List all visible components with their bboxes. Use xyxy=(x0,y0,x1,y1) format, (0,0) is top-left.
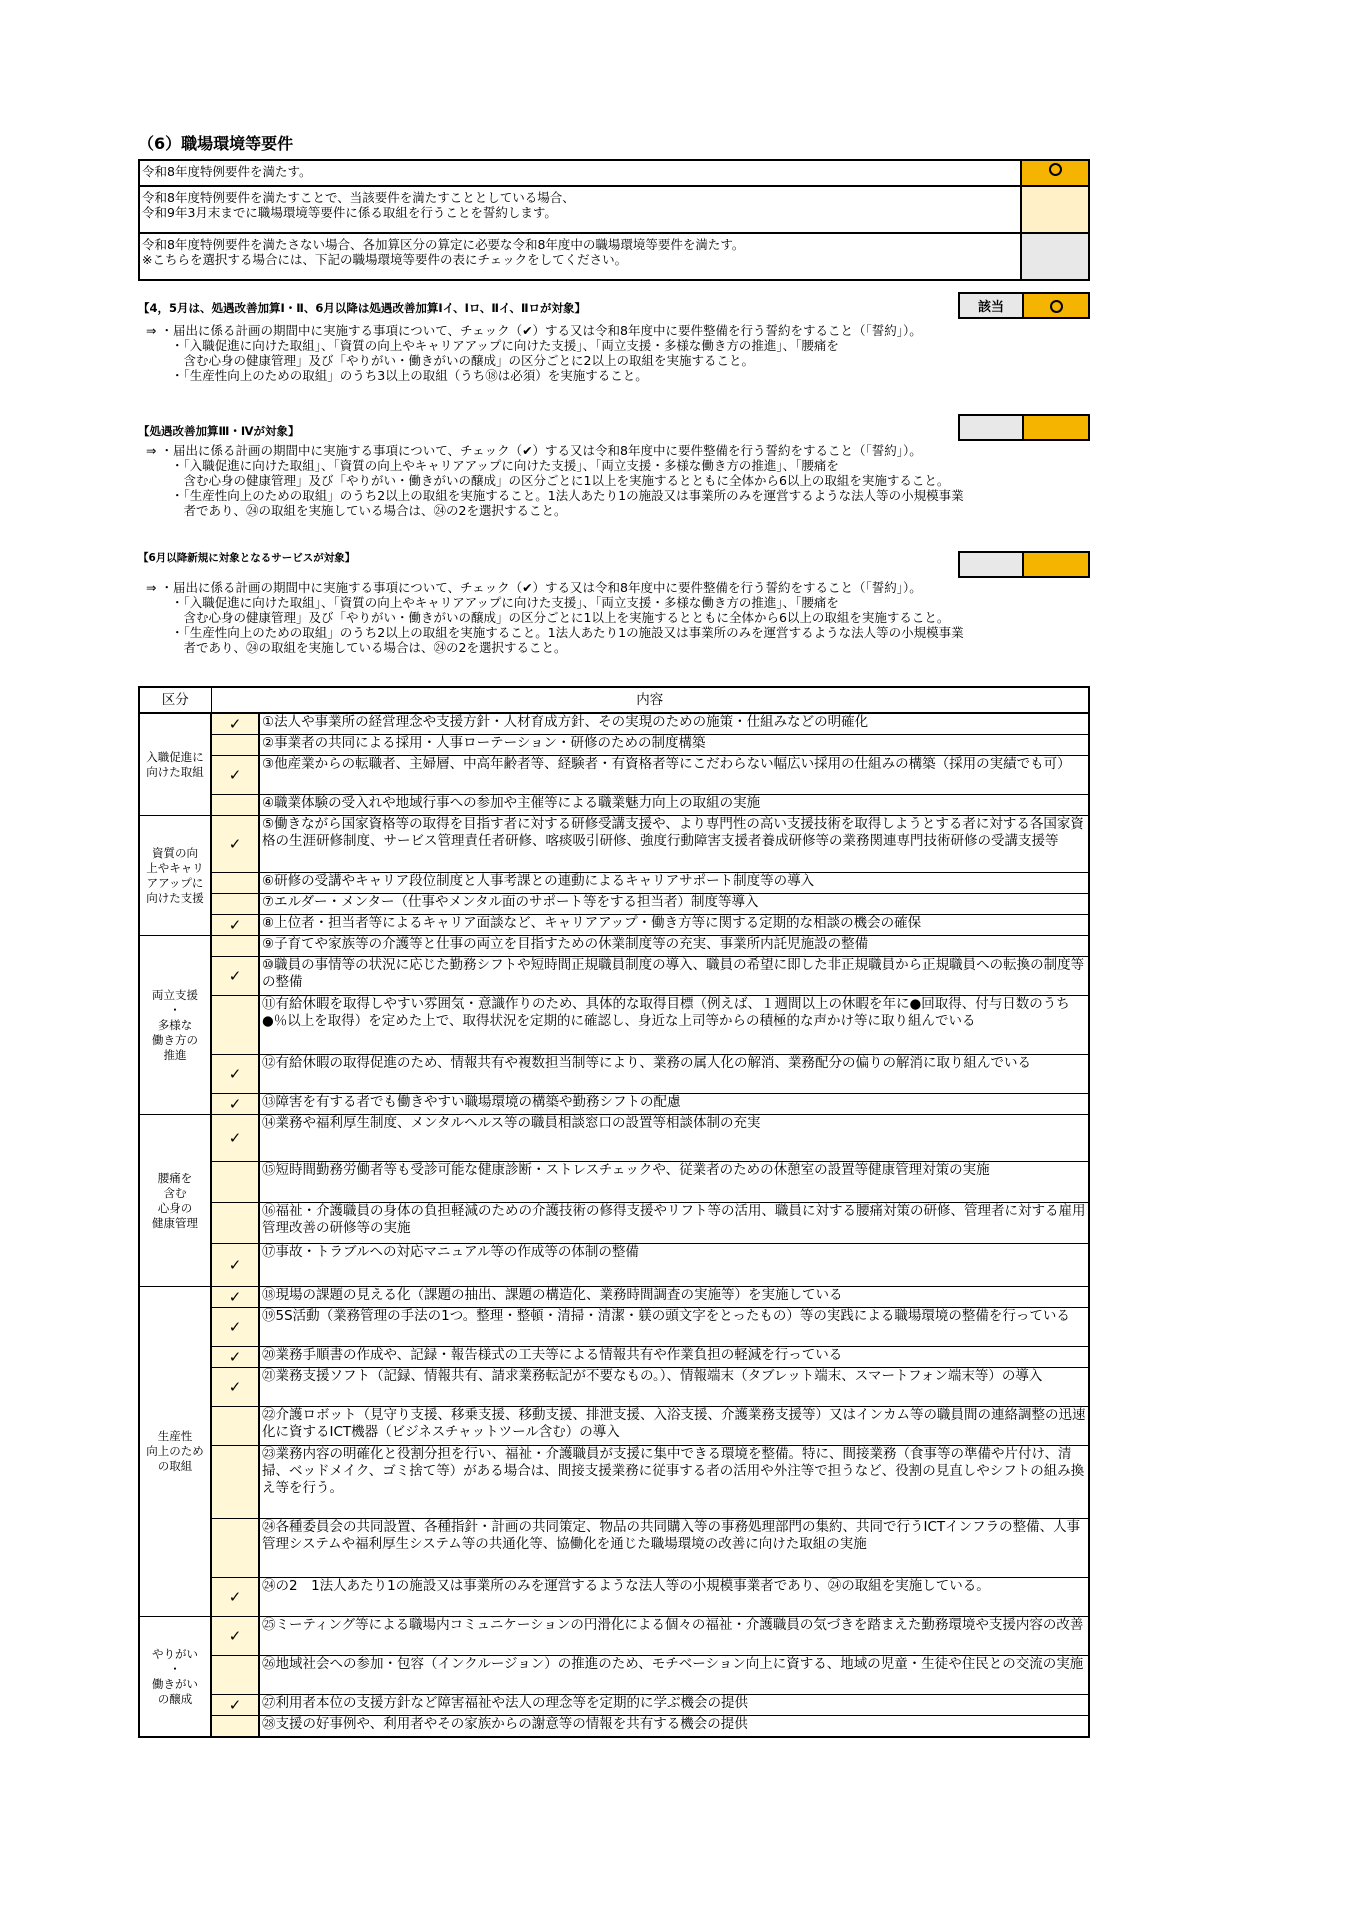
check-mark-icon: ✓ xyxy=(228,915,242,934)
condition-heading: 【4，5月は、処遇改善加算Ⅰ・Ⅱ、6月以降は処遇改善加算Ⅰイ、Ⅰロ、Ⅱイ、Ⅱロが対象】 xyxy=(138,301,587,315)
requirement-text: ㉕ミーティング等による職場内コミュニケーションの円滑化による個々の福祉・介護職員の気づきを踏まえた勤務環境や支援内容の改善 xyxy=(259,1617,1089,1656)
requirement-text: ⑩職員の事情等の状況に応じた勤務シフトや短時間正規職員制度の導入、職員の希望に即した非正規職員から正規職員への転換の制度等の整備 xyxy=(259,957,1089,996)
applicable-label xyxy=(960,416,1024,439)
applicable-label xyxy=(960,553,1024,576)
table-row xyxy=(139,873,1089,894)
table-row xyxy=(139,1115,1089,1162)
option-text: 令和8年度特例要件を満たすことで、当該要件を満たすこととしている場合、 令和9年3月末までに職場環境等要件に係る取組を行うことを誓約します。 xyxy=(142,190,575,220)
check-cell[interactable] xyxy=(211,894,259,915)
option-row-table xyxy=(138,232,1090,281)
requirement-text: ㉑業務支援ソフト（記録、情報共有、請求業務転記が不要なもの。）、情報端末（タブレット端末、スマートフォン端末等）の導入 xyxy=(259,1368,1089,1407)
requirement-text: ㉘支援の好事例や、利用者やその家族からの謝意等の情報を共有する機会の提供 xyxy=(259,1716,1089,1738)
requirement-text: ⑦エルダー・メンター（仕事やメンタル面のサポート等をする担当者）制度等導入 xyxy=(259,894,1089,915)
table-row xyxy=(139,735,1089,756)
option-row-pledge xyxy=(138,185,1090,234)
table-row xyxy=(139,894,1089,915)
option-select-cell[interactable] xyxy=(1020,234,1088,279)
applicable-selector xyxy=(958,551,1090,578)
applicable-selector xyxy=(958,414,1090,441)
category-cell: 入職促進に 向けた取組 xyxy=(139,713,211,816)
requirement-text: ⑪有給休暇を取得しやすい雰囲気・意識作りのため、具体的な取得目標（例えば、１週間以上の休暇を年に●回取得、付与日数のうち●％以上を取得）を定めた上で、取得状況を定期的に確認し、身近な上司等からの積極的な声かけ等に取り組んでいる xyxy=(259,996,1089,1055)
requirement-text: ⑯福祉・介護職員の身体の負担軽減のための介護技術の修得支援やリフト等の活用、職員に対する腰痛対策の研修、管理者に対する雇用管理改善の研修等の実施 xyxy=(259,1203,1089,1244)
table-row xyxy=(139,957,1089,996)
check-cell[interactable] xyxy=(211,1094,259,1115)
requirement-text: ②事業者の共同による採用・人事ローテーション・研修のための制度構築 xyxy=(259,735,1089,756)
option-row-special xyxy=(138,159,1090,187)
category-cell: 腰痛を 含む 心身の 健康管理 xyxy=(139,1115,211,1287)
check-mark-icon: ✓ xyxy=(228,966,242,985)
table-row xyxy=(139,1094,1089,1115)
applicable-select-cell[interactable] xyxy=(1024,294,1088,317)
table-row xyxy=(139,915,1089,936)
check-cell[interactable] xyxy=(211,1115,259,1162)
applicable-label: 該当 xyxy=(960,294,1024,317)
circle-mark-icon xyxy=(1049,163,1062,176)
table-row xyxy=(139,1716,1089,1738)
check-mark-icon: ✓ xyxy=(228,1587,242,1606)
check-mark-icon: ✓ xyxy=(228,1626,242,1645)
check-mark-icon: ✓ xyxy=(228,1064,242,1083)
check-cell[interactable] xyxy=(211,915,259,936)
check-mark-icon: ✓ xyxy=(228,1255,242,1274)
requirement-text: ⑱現場の課題の見える化（課題の抽出、課題の構造化、業務時間調査の実施等）を実施している xyxy=(259,1287,1089,1308)
check-mark-icon: ✓ xyxy=(228,834,242,853)
check-cell[interactable] xyxy=(211,1578,259,1617)
check-cell[interactable] xyxy=(211,1695,259,1716)
applicable-select-cell[interactable] xyxy=(1024,553,1088,576)
table-row xyxy=(139,1368,1089,1407)
option-text: 令和8年度特例要件を満たす。 xyxy=(142,164,312,179)
check-cell[interactable] xyxy=(211,735,259,756)
requirement-text: ⑳業務手順書の作成や、記録・報告様式の工夫等による情報共有や作業負担の軽減を行っている xyxy=(259,1347,1089,1368)
requirement-text: ㉔の2 1法人あたり1の施設又は事業所のみを運営するような法人等の小規模事業者であり、㉔の取組を実施している。 xyxy=(259,1578,1089,1617)
table-row xyxy=(139,996,1089,1055)
table-row xyxy=(139,1347,1089,1368)
table-row xyxy=(139,1446,1089,1519)
check-cell[interactable] xyxy=(211,1244,259,1287)
table-row xyxy=(139,713,1089,735)
check-mark-icon: ✓ xyxy=(228,1695,242,1714)
requirement-text: ①法人や事業所の経営理念や支援方針・人材育成方針、その実現のための施策・仕組みなどの明確化 xyxy=(259,713,1089,735)
requirement-text: ⑭業務や福利厚生制度、メンタルヘルス等の職員相談窓口の設置等相談体制の充実 xyxy=(259,1115,1089,1162)
check-cell[interactable] xyxy=(211,1617,259,1656)
applicable-select-cell[interactable] xyxy=(1024,416,1088,439)
option-select-cell[interactable] xyxy=(1020,161,1088,185)
check-cell[interactable] xyxy=(211,1446,259,1519)
check-cell[interactable] xyxy=(211,936,259,957)
table-row xyxy=(139,756,1089,795)
option-text: 令和8年度特例要件を満たさない場合、各加算区分の算定に必要な令和8年度中の職場環境等要件を満たす。 ※こちらを選択する場合には、下記の職場環境等要件の表にチェックをしてください。 xyxy=(142,237,745,267)
category-cell: 両立支援 ・ 多様な 働き方の 推進 xyxy=(139,936,211,1115)
table-row xyxy=(139,1055,1089,1094)
table-row xyxy=(139,1656,1089,1695)
table-row xyxy=(139,1578,1089,1617)
check-cell[interactable] xyxy=(211,1055,259,1094)
check-mark-icon: ✓ xyxy=(228,1287,242,1306)
requirement-text: ⑮短時間勤務労働者等も受診可能な健康診断・ストレスチェックや、従業者のための休憩室の設置等健康管理対策の実施 xyxy=(259,1162,1089,1203)
table-row xyxy=(139,1203,1089,1244)
applicable-selector xyxy=(958,292,1090,319)
check-cell[interactable] xyxy=(211,1203,259,1244)
requirement-text: ㉒介護ロボット（見守り支援、移乗支援、移動支援、排泄支援、入浴支援、介護業務支援等）又はインカム等の職員間の連絡調整の迅速化に資するICT機器（ビジネスチャットツール含む）の導入 xyxy=(259,1407,1089,1446)
condition-description: ⇒ ・届出に係る計画の期間中に実施する事項について、チェック（✔）する又は令和8年度中に要件整備を行う誓約をすること（「誓約」）。 ・「入職促進に向けた取組」、「資質の向上やキャリアアップに向けた支援」、「両立支援・多様な働き方の推進」、「腰痛を 含む心身の健康管理」及び「やりがい・働きがいの醸成」の区分ごとに1以上を実施するとともに全体から6以上の取組を実施すること。 ・「生産性向上のための取組」のうち2以上の取組を実施すること。1法人あたり1の施設又は事業所のみを運営するような法人等の小規模事業 者であり、㉔の取組を実施している場合は、㉔の2を選択すること。 xyxy=(146,580,964,655)
option-select-cell[interactable] xyxy=(1020,187,1088,232)
requirement-text: ㉔各種委員会の共同設置、各種指針・計画の共同策定、物品の共同購入等の事務処理部門の集約、共同で行うICTインフラの整備、人事管理システムや福利厚生システム等の共通化等、協働化を通じた職場環境の改善に向けた取組の実施 xyxy=(259,1519,1089,1578)
table-row xyxy=(139,1407,1089,1446)
check-cell[interactable] xyxy=(211,795,259,816)
requirement-text: ④職業体験の受入れや地域行事への参加や主催等による職業魅力向上の取組の実施 xyxy=(259,795,1089,816)
check-cell[interactable] xyxy=(211,957,259,996)
check-mark-icon: ✓ xyxy=(228,1128,242,1147)
workplace-requirements-table xyxy=(138,686,1090,1738)
condition-description: ⇒ ・届出に係る計画の期間中に実施する事項について、チェック（✔）する又は令和8年度中に要件整備を行う誓約をすること（「誓約」）。 ・「入職促進に向けた取組」、「資質の向上やキャリアアップに向けた支援」、「両立支援・多様な働き方の推進」、「腰痛を 含む心身の健康管理」及び「やりがい・働きがいの醸成」の区分ごとに2以上の取組を実施すること。 ・「生産性向上のための取組」のうち3以上の取組（うち⑱は必須）を実施すること。 xyxy=(146,323,922,383)
requirement-text: ㉗利用者本位の支援方針など障害福祉や法人の理念等を定期的に学ぶ機会の提供 xyxy=(259,1695,1089,1716)
check-cell[interactable] xyxy=(211,1162,259,1203)
check-cell[interactable] xyxy=(211,756,259,795)
requirement-text: ③他産業からの転職者、主婦層、中高年齢者等、経験者・有資格者等にこだわらない幅広い採用の仕組みの構築（採用の実績でも可） xyxy=(259,756,1089,795)
requirement-text: ⑫有給休暇の取得促進のため、情報共有や複数担当制等により、業務の属人化の解消、業務配分の偏りの解消に取り組んでいる xyxy=(259,1055,1089,1094)
table-row xyxy=(139,1695,1089,1716)
category-cell: やりがい ・ 働きがい の醸成 xyxy=(139,1617,211,1738)
requirement-text: ⑥研修の受講やキャリア段位制度と人事考課との連動によるキャリアサポート制度等の導入 xyxy=(259,873,1089,894)
check-cell[interactable] xyxy=(211,1519,259,1578)
requirement-text: ⑤働きながら国家資格等の取得を目指す者に対する研修受講支援や、より専門性の高い支援技術を取得しようとする者に対する各国家資格の生涯研修制度、サービス管理責任者研修、喀痰吸引研修、強度行動障害支援者養成研修等の業務関連専門技術研修の受講支援等 xyxy=(259,816,1089,873)
check-cell[interactable] xyxy=(211,996,259,1055)
check-cell[interactable] xyxy=(211,1308,259,1347)
table-row xyxy=(139,1287,1089,1308)
check-mark-icon: ✓ xyxy=(228,765,242,784)
table-row xyxy=(139,795,1089,816)
table-row xyxy=(139,1308,1089,1347)
check-cell[interactable] xyxy=(211,1656,259,1695)
section-title: （6）職場環境等要件 xyxy=(138,134,294,153)
table-row xyxy=(139,816,1089,873)
check-cell[interactable] xyxy=(211,1716,259,1738)
check-cell[interactable] xyxy=(211,1368,259,1407)
condition-heading: 【処遇改善加算Ⅲ・Ⅳが対象】 xyxy=(138,424,300,438)
condition-description: ⇒ ・届出に係る計画の期間中に実施する事項について、チェック（✔）する又は令和8年度中に要件整備を行う誓約をすること（「誓約」）。 ・「入職促進に向けた取組」、「資質の向上やキャリアアップに向けた支援」、「両立支援・多様な働き方の推進」、「腰痛を 含む心身の健康管理」及び「やりがい・働きがいの醸成」の区分ごとに1以上を実施するとともに全体から6以上の取組を実施すること。 ・「生産性向上のための取組」のうち2以上の取組を実施すること。1法人あたり1の施設又は事業所のみを運営するような法人等の小規模事業 者であり、㉔の取組を実施している場合は、㉔の2を選択すること。 xyxy=(146,443,964,518)
requirement-text: ⑲5S活動（業務管理の手法の1つ。整理・整頓・清掃・清潔・躾の頭文字をとったもの）等の実践による職場環境の整備を行っている xyxy=(259,1308,1089,1347)
check-cell[interactable] xyxy=(211,1287,259,1308)
check-mark-icon: ✓ xyxy=(228,714,242,733)
category-cell: 生産性 向上のため の取組 xyxy=(139,1287,211,1617)
check-mark-icon: ✓ xyxy=(228,1094,242,1113)
category-cell: 資質の向 上やキャリ アアップに 向けた支援 xyxy=(139,816,211,936)
table-row xyxy=(139,936,1089,957)
requirement-text: ㉓業務内容の明確化と役割分担を行い、福祉・介護職員が支援に集中できる環境を整備。特に、間接業務（食事等の準備や片付け、清掃、ベッドメイク、ゴミ捨て等）がある場合は、間接支援業務に従事する者の活用や外注等で担うなど、役割の見直しやシフトの組み換え等を行う。 xyxy=(259,1446,1089,1519)
table-row xyxy=(139,1244,1089,1287)
table-header-row xyxy=(139,687,1089,713)
check-cell[interactable] xyxy=(211,873,259,894)
check-mark-icon: ✓ xyxy=(228,1317,242,1336)
circle-mark-icon xyxy=(1050,300,1063,313)
table-row xyxy=(139,1617,1089,1656)
requirement-text: ⑰事故・トラブルへの対応マニュアル等の作成等の体制の整備 xyxy=(259,1244,1089,1287)
table-row xyxy=(139,1519,1089,1578)
condition-heading: 【6月以降新規に対象となるサービスが対象】 xyxy=(138,552,356,564)
check-cell[interactable] xyxy=(211,1407,259,1446)
header-kubun: 区分 xyxy=(139,687,211,713)
check-cell[interactable] xyxy=(211,713,259,735)
requirement-text: ⑬障害を有する者でも働きやすい職場環境の構築や勤務シフトの配慮 xyxy=(259,1094,1089,1115)
check-mark-icon: ✓ xyxy=(228,1377,242,1396)
check-cell[interactable] xyxy=(211,816,259,873)
requirement-text: ⑨子育てや家族等の介護等と仕事の両立を目指すための休業制度等の充実、事業所内託児施設の整備 xyxy=(259,936,1089,957)
header-naiyou: 内容 xyxy=(211,687,1089,713)
table-row xyxy=(139,1162,1089,1203)
requirement-text: ⑧上位者・担当者等によるキャリア面談など、キャリアアップ・働き方等に関する定期的な相談の機会の確保 xyxy=(259,915,1089,936)
requirement-text: ㉖地域社会への参加・包容（インクルージョン）の推進のため、モチベーション向上に資する、地域の児童・生徒や住民との交流の実施 xyxy=(259,1656,1089,1695)
check-cell[interactable] xyxy=(211,1347,259,1368)
check-mark-icon: ✓ xyxy=(228,1347,242,1366)
